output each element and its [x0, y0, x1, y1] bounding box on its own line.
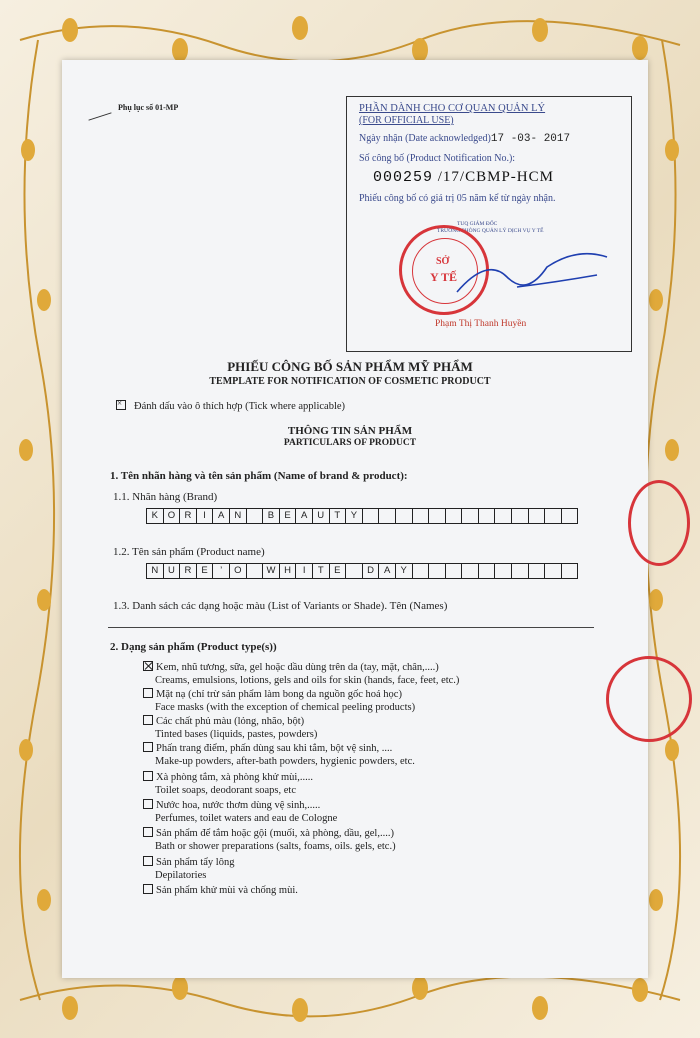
checkbox-icon[interactable]: [143, 856, 153, 866]
product-cell: [479, 563, 496, 579]
product-cell: [429, 563, 446, 579]
brand-label: 1.1. Nhãn hàng (Brand): [113, 491, 218, 503]
product-cell: N: [147, 563, 164, 579]
brand-cell: B: [263, 508, 280, 524]
product-cell: I: [296, 563, 313, 579]
checkbox-icon[interactable]: [143, 827, 153, 837]
product-cell: W: [263, 563, 280, 579]
particulars-heading-vi: THÔNG TIN SẢN PHẨM: [287, 425, 413, 437]
product-cell: E: [330, 563, 347, 579]
brand-cell: [462, 508, 479, 524]
option-label-en: Bath or shower preparations (salts, foams, oils. gels, etc.): [155, 841, 396, 852]
validity-note: Phiếu công bố có giá trị 05 năm kể từ ngày nhận.: [359, 193, 556, 204]
option-label-vi: Mặt nạ (chỉ trừ sản phẩm làm bong da nguồn gốc hoá học): [156, 689, 402, 700]
checkbox-icon[interactable]: [143, 799, 153, 809]
date-value: 17 -03- 2017: [490, 133, 571, 145]
product-type-option[interactable]: [143, 715, 317, 741]
product-cell: [512, 563, 529, 579]
brand-cell: E: [280, 508, 297, 524]
signer-title-2: TRƯỞNG PHÒNG QUẢN LÝ DỊCH VỤ Y TẾ: [437, 228, 544, 234]
option-label-vi: Sản phẩm tẩy lông: [156, 857, 235, 868]
checkbox-icon[interactable]: [143, 742, 153, 752]
product-cell: U: [164, 563, 181, 579]
brand-cell: [512, 508, 529, 524]
product-cell: [346, 563, 363, 579]
product-name-label: 1.2. Tên sản phẩm (Product name): [113, 546, 265, 558]
brand-cell: [446, 508, 463, 524]
option-label-en: Make-up powders, after-bath powders, hygienic powders, etc.: [155, 756, 415, 767]
brand-cell: U: [313, 508, 330, 524]
product-cell: [495, 563, 512, 579]
product-cell: [413, 563, 430, 579]
product-type-option[interactable]: [143, 856, 234, 882]
signer-name: Phạm Thị Thanh Huyền: [435, 319, 527, 329]
product-type-option[interactable]: [143, 884, 298, 897]
product-cell: O: [230, 563, 247, 579]
product-cell: T: [313, 563, 330, 579]
side-stamp-1: [628, 480, 690, 566]
product-cell: H: [280, 563, 297, 579]
brand-cell: [379, 508, 396, 524]
tick-checkbox-icon: ×: [116, 400, 126, 410]
official-use-box: [346, 96, 632, 352]
option-label-vi: Xà phòng tắm, xà phòng khử mùi,.....: [156, 772, 314, 783]
section-divider: [108, 627, 594, 628]
option-label-en: Depilatories: [155, 870, 207, 881]
brand-cell: [545, 508, 562, 524]
section-1-heading: 1. Tên nhãn hàng và tên sản phẩm (Name of brand & product):: [110, 470, 408, 482]
brand-cell: T: [330, 508, 347, 524]
section-2-heading: 2. Dạng sản phẩm (Product type(s)): [110, 641, 277, 653]
option-label-en: Perfumes, toilet waters and eau de Cologne: [155, 813, 338, 824]
option-label-vi: Phấn trang điểm, phấn dùng sau khi tắm, bột vệ sinh, ....: [156, 743, 393, 754]
option-label-en: Face masks (with the exception of chemical peeling products): [155, 702, 416, 713]
brand-cell: [479, 508, 496, 524]
option-label-vi: Nước hoa, nước thơm dùng vệ sinh,.....: [156, 800, 321, 811]
brand-cell: [363, 508, 380, 524]
checkbox-icon[interactable]: [143, 688, 153, 698]
brand-cell: I: [197, 508, 214, 524]
option-label-en: Creams, emulsions, lotions, gels and oils for skin (hands, face, feet, etc.): [155, 675, 460, 686]
product-type-option[interactable]: [143, 799, 337, 825]
option-label-en: Toilet soaps, deodorant soaps, etc: [155, 785, 296, 796]
side-stamp-2: [606, 656, 692, 742]
checkbox-icon[interactable]: [143, 771, 153, 781]
product-name-character-grid: [146, 563, 578, 579]
appendix-label: Phụ lục số 01-MP: [118, 103, 179, 112]
product-cell: [247, 563, 264, 579]
product-cell: [446, 563, 463, 579]
brand-cell: [413, 508, 430, 524]
brand-cell: [495, 508, 512, 524]
checked-box-icon[interactable]: [143, 661, 153, 671]
product-cell: ’: [213, 563, 230, 579]
signature: [447, 237, 617, 307]
brand-cell: O: [164, 508, 181, 524]
brand-cell: [562, 508, 579, 524]
brand-cell: [529, 508, 546, 524]
product-type-option[interactable]: [143, 661, 459, 687]
option-label-en: Tinted bases (liquids, pastes, powders): [155, 729, 318, 740]
tick-instruction: × Đánh dấu vào ô thích hợp (Tick where applicable): [117, 398, 346, 412]
variants-label: 1.3. Danh sách các dạng hoặc màu (List of Variants or Shade). Tên (Names): [113, 600, 448, 612]
product-cell: R: [180, 563, 197, 579]
product-type-option[interactable]: [143, 688, 415, 714]
product-cell: A: [379, 563, 396, 579]
notification-label: Số công bố (Product Notification No.):: [359, 153, 516, 164]
checkbox-icon[interactable]: [143, 884, 153, 894]
option-label-vi: Sản phẩm khử mùi và chống mùi.: [156, 885, 298, 896]
brand-cell: R: [180, 508, 197, 524]
product-cell: [462, 563, 479, 579]
product-cell: D: [363, 563, 380, 579]
brand-cell: Y: [346, 508, 363, 524]
official-heading-en: (FOR OFFICIAL USE): [359, 115, 454, 126]
product-type-option[interactable]: [143, 771, 313, 797]
product-cell: [562, 563, 579, 579]
brand-cell: A: [296, 508, 313, 524]
option-label-vi: Kem, nhũ tương, sữa, gel hoặc dầu dùng trên da (tay, mặt, chân,....): [156, 662, 439, 673]
product-cell: E: [197, 563, 214, 579]
option-label-vi: Các chất phủ màu (lỏng, nhão, bột): [156, 716, 305, 727]
product-type-option[interactable]: [143, 742, 415, 768]
form-title-vi: PHIẾU CÔNG BỐ SẢN PHẨM MỸ PHẨM: [227, 359, 473, 374]
product-type-option[interactable]: [143, 827, 396, 853]
form-title-en: TEMPLATE FOR NOTIFICATION OF COSMETIC PRODUCT: [209, 376, 491, 387]
option-label-vi: Sản phẩm để tắm hoặc gội (muối, xà phòng, dầu, gel,....): [156, 828, 394, 839]
brand-cell: N: [230, 508, 247, 524]
date-acknowledged: Ngày nhận (Date acknowledged)17 -03- 2017: [359, 133, 571, 145]
brand-cell: K: [147, 508, 164, 524]
brand-cell: [396, 508, 413, 524]
notification-number: 000259 /17/CBMP-HCM: [373, 169, 554, 186]
official-red-stamp: SỞ Y TẾ: [399, 225, 489, 315]
product-cell: [545, 563, 562, 579]
brand-cell: [247, 508, 264, 524]
product-cell: Y: [396, 563, 413, 579]
official-heading-vi: PHẦN DÀNH CHO CƠ QUAN QUẢN LÝ: [359, 103, 546, 114]
particulars-heading-en: PARTICULARS OF PRODUCT: [283, 438, 417, 448]
brand-character-grid: [146, 508, 578, 524]
brand-cell: [429, 508, 446, 524]
brand-cell: A: [213, 508, 230, 524]
checkbox-icon[interactable]: [143, 715, 153, 725]
signer-title-1: TUQ GIÁM ĐỐC: [457, 221, 498, 227]
product-cell: [529, 563, 546, 579]
